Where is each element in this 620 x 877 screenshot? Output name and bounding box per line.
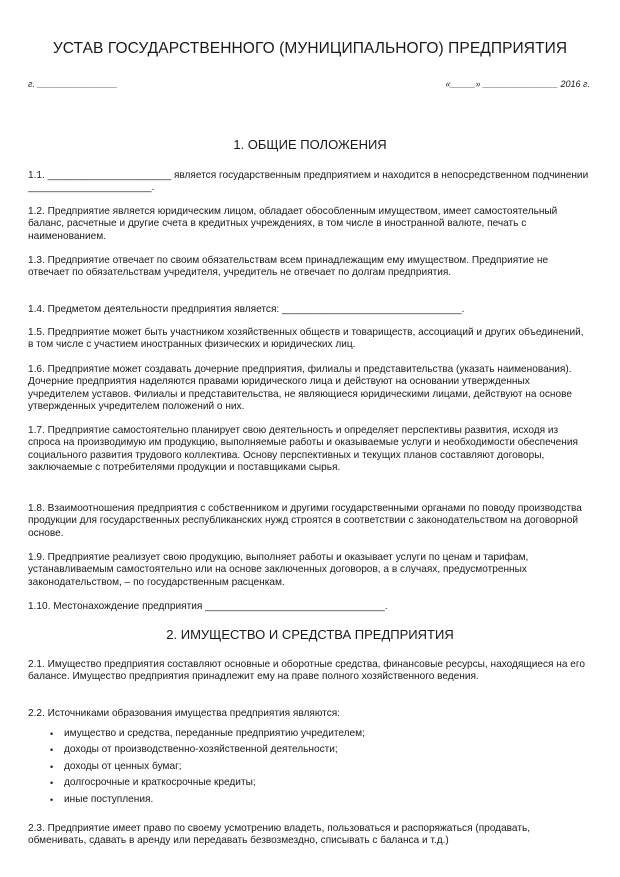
list-item-text: иные поступления. (64, 793, 154, 805)
paragraph-1-4: 1.4. Предметом деятельности предприятия является: ________________________________. (28, 304, 465, 315)
list-item-text: имущество и средства, переданные предприятию учредителем; (64, 728, 365, 739)
paragraph-1-1: 1.1. ______________________ является государственным предприятием и находится в непосредственном подчинении ______________________. (28, 170, 589, 194)
list-item (50, 744, 590, 756)
property-sources-list (50, 728, 590, 810)
list-item (50, 728, 590, 740)
section-2-title: 2. ИМУЩЕСТВО И СРЕДСТВА ПРЕДПРИЯТИЯ (166, 627, 454, 642)
paragraph-1-6: 1.6. Предприятие может создавать дочерние предприятия, филиалы и представительства (указать наименования). Дочерние предприятия наделяются правами юридического лица и действуют на основании утвержденных учредителем уставов. Филиалы и представительства, не являющиеся юридическими лицами, действуют на основе утвержденных учредителем положений о них. (28, 364, 572, 413)
bullet-icon: • (50, 761, 54, 772)
bullet-icon: • (50, 745, 54, 756)
place-field: г. ________________ (28, 79, 118, 89)
bullet-icon: • (50, 794, 54, 805)
list-item (50, 761, 590, 773)
paragraph-2-2: 2.2. Источниками образования имущества предприятия являются: (28, 708, 341, 719)
document-title: УСТАВ ГОСУДАРСТВЕННОГО (МУНИЦИПАЛЬНОГО) ПРЕДПРИЯТИЯ (52, 40, 568, 57)
paragraph-1-3: 1.3. Предприятие отвечает по своим обязательствам всем принадлежащим ему имуществом. Предприятие не отвечает по обязательствам учредителя, учредитель не отвечает по долгам предприятия. (28, 255, 549, 279)
paragraph-1-9: 1.9. Предприятие реализует свою продукцию, выполняет работы и оказывает услуги по ценам и тарифам, устанавливаемым самостоятельно или на основе заключенных договоров, а в случаях, предусмотренных законодательством, – по государственным расценкам. (28, 552, 529, 588)
list-item (50, 794, 590, 806)
bullet-icon: • (50, 729, 54, 739)
paragraph-1-2: 1.2. Предприятие является юридическим лицом, обладает обособленным имуществом, имеет самостоятельный баланс, расчетные и другие счета в кредитных учреждениях, в том числе в иностранной валюте, печать с наименованием. (28, 206, 558, 242)
list-item-text: доходы от производственно-хозяйственной деятельности; (64, 744, 338, 756)
list-item-text: долгосрочные и краткосрочные кредиты; (64, 777, 256, 789)
paragraph-1-10: 1.10. Местонахождение предприятия ________________________________. (28, 601, 388, 612)
paragraph-2-1: 2.1. Имущество предприятия составляют основные и оборотные средства, финансовые ресурсы, находящиеся на его балансе. Имущество предприятия принадлежит ему на праве полного хозяйственного ведения. (28, 659, 585, 683)
paragraph-1-8: 1.8. Взаимоотношения предприятия с собственником и другими государственными органами по поводу производства продукции для государственных республиканских нужд строятся в соответствии с законодательством на договорной основе. (28, 503, 582, 539)
paragraph-2-3: 2.3. Предприятие имеет право по своему усмотрению владеть, пользоваться и распоряжаться (продавать, обменивать, сдавать в аренду или передавать безвозмездно, списывать с баланса и т.д.) (28, 823, 531, 847)
date-field: «_____» _______________ 2016 г. (445, 79, 590, 89)
paragraph-1-5: 1.5. Предприятие может быть участником хозяйственных обществ и товариществ, ассоциаций и других объединений, в том числе с участием иностранных физических и юридических лиц. (28, 327, 584, 351)
section-1-title: 1. ОБЩИЕ ПОЛОЖЕНИЯ (233, 137, 387, 152)
paragraph-1-7: 1.7. Предприятие самостоятельно планирует свою деятельность и определяет перспективы развития, исходя из спроса на производимую им продукцию, выполняемые работы и оказываемые услуги и необходимости обеспечения социального развития трудового коллектива. Основу перспективных и текущих планов составляют договоры, заключаемые с потребителями продукции и поставщиками сырья. (28, 425, 578, 474)
list-item-text: доходы от ценных бумаг; (64, 760, 182, 772)
bullet-icon: • (50, 778, 54, 789)
list-item (50, 777, 590, 789)
